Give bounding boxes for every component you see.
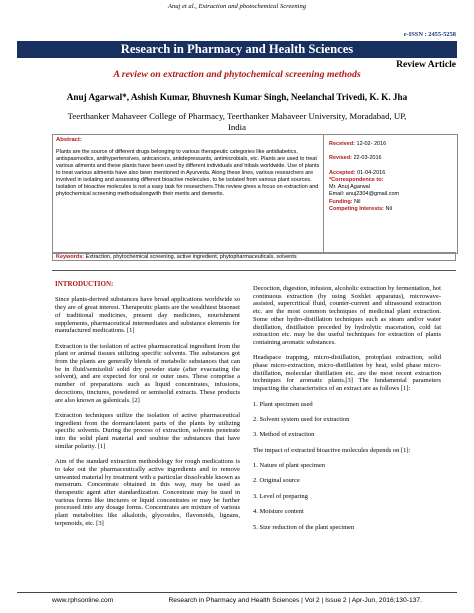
body-paragraph: Headspace trapping, micro-distillation, protoplast extraction, solid phase micro-extraction, micro-distillation by heat, solid phase micro-distillation, molecular distillation etc. are the most recent extraction techniques for aromatic plants.[3] The fundamental parameters impacting the characteristics of an extract are as follows [1]: [253, 354, 441, 393]
section-divider [52, 270, 456, 271]
affiliation [17, 111, 457, 133]
footer-website-link[interactable]: www.rphsonline.com [52, 597, 114, 604]
correspondence-label: *Correspondence to: [329, 176, 384, 183]
journal-title-banner: Research in Pharmacy and Health Sciences [17, 41, 457, 58]
list-item: 5. Size reduction of the plant specimen [253, 523, 355, 531]
body-paragraph: Extraction is the isolation of active pharmaceutical ingredient from the plant or animal tissues utilizing specific solvents. The substances got from the plants are generally blends of metabolic substances that can be in fluid/semisolid/ solid dry powder state (after evacuating the solvent), and are expected for oral or outer uses. These comprise a number of preparations such as liquid concentrates, infusions, decoctions, tinctures, powdered or semisolid extracts. These products are also known as galenicals. [2] [55, 342, 240, 404]
list-item: 3. Method of extraction [253, 431, 315, 439]
body-paragraph: Aim of the standard extraction methodology for rough medications is to take out the pharmaceutically active ingredients and to remove unwanted material by treatment with a particular dissolvable known as menstrum. Concentrate obtained in this way, may be used as therapeutic agent after standardization. Concentrate may be used in various forms like tinctures or liquid concentrates or may be further processed into any dosage forms. Concentrates are mixture of various plant metabolites like alkaloids, glycosides, flavonoids, lignans, terpenoids, etc. [3] [55, 458, 240, 527]
body-paragraph: Decoction, digestion, infusion, alcoholic extraction by fermentation, hot continuous extraction (by using Soxhlet apparatus), microwave-assisted, supercritical fluid, counter-current and ultrasound extraction etc. are the most common techniques of medicinal plant extraction. Some other hydro-distillation techniques such as steam and/or water distillation, distillation preceded by hydrolytic maceration, cold fat extraction etc. may be the useful techniques for extraction of plants containing aromatic substances. [253, 285, 441, 346]
article-title: A review on extraction and phytochemical screening methods [113, 69, 361, 80]
footer-citation: Research in Pharmacy and Health Sciences | Vol 2 | Issue 2 | Apr-Jun, 2016;130-137. [168, 597, 422, 604]
list-item: 1. Nature of plant specimen [253, 462, 326, 470]
list-item: 1. Plant specimen used [253, 400, 313, 408]
left-text-column [55, 281, 240, 535]
running-header: Anuj et al., Extraction and photochemical Screening [167, 3, 307, 10]
correspondence-name: Mr. Anuj Agarwal [329, 184, 370, 191]
abstract-heading: Abstract: [56, 137, 82, 143]
abstract-box [52, 134, 458, 254]
body-paragraph: Since plants-derived substances have broad applications worldwide so they are of great interest. Therapeutic plants are the wealthiest bisonset of traditional medicines, present day medicines, nourishment supplements, pharmaceutical intermediates and substance elements for manufactured medications. [1] [55, 296, 240, 335]
revised-date: Revised: 22-03-2016 [329, 155, 382, 162]
footer-divider [17, 592, 457, 593]
list-item: 4. Moisture content [253, 508, 304, 516]
list-item: 2. Solvent system used for extraction [253, 415, 350, 423]
list-item: 2. Original source [253, 477, 300, 485]
correspondence-email[interactable]: Email: anuj2304@gmail.com [329, 191, 400, 198]
introduction-heading: INTRODUCTION: [55, 280, 114, 288]
body-paragraph: Extraction techniques utilize the isolation of active pharmaceutical ingredient from the dormant/latent parts of the plants by utilizing specific solvents. During the process of extraction, solvents penetrate into the solid plant material and soubise the substances that have similar polarity. [1] [55, 411, 240, 450]
affiliation-line-2: India [227, 122, 247, 132]
keywords-box [52, 252, 456, 261]
abstract-text: Plants are the source of different drugs belonging to various therapeutic categories like antidiabetics, antispasmodics, antihypertensives, anticancers, antidepressants, antimicrobials, etc. Plants are used to treat various ailments and these plants have been used by different individuals and tribals worldwide. Use of plants to treat various ailments have also been mentioned in Ayurveda. Along these lines, various researchers are involved in isolating and assessing different bioactive molecules, to be isolated from various plant sources. Isolation of bioactive molecules is not a easy task for researchers.This review gives a focus on extraction and phytochemical screening methodsalongwith their merits and demerits. [56, 149, 320, 198]
body-paragraph: The impact of extracted bioactive molecules depends on [1]: [253, 446, 411, 454]
keywords-label: Keywords: [56, 254, 85, 260]
list-item: 3. Level of preparing [253, 492, 308, 500]
funding: Funding: Nil [329, 198, 361, 205]
accepted-date: Accepted: 01-04-2016 [329, 169, 386, 176]
article-info-panel [329, 141, 455, 213]
received-date: Received: 12-02- 2016 [329, 141, 387, 147]
eissn-label: e-ISSN : 2455-5258 [403, 31, 456, 38]
article-type: Review Article [396, 59, 456, 70]
affiliation-line-1: Teerthanker Mahaveer College of Pharmacy, Teerthanker Mahaveer University, Moradabad, UP, [67, 111, 407, 121]
abstract-column [53, 135, 324, 253]
competing-interests: Competing Interests: Nil [329, 206, 392, 213]
keywords-text: Extraction, phytochemical screening, active ingredient, phytopharmaceuticals, solvents [85, 254, 297, 260]
right-text-column [253, 285, 441, 539]
author-list: Anuj Agarwal*, Ashish Kumar, Bhuvnesh Kumar Singh, Neelanchal Trivedi, K. K. Jha [66, 92, 408, 102]
